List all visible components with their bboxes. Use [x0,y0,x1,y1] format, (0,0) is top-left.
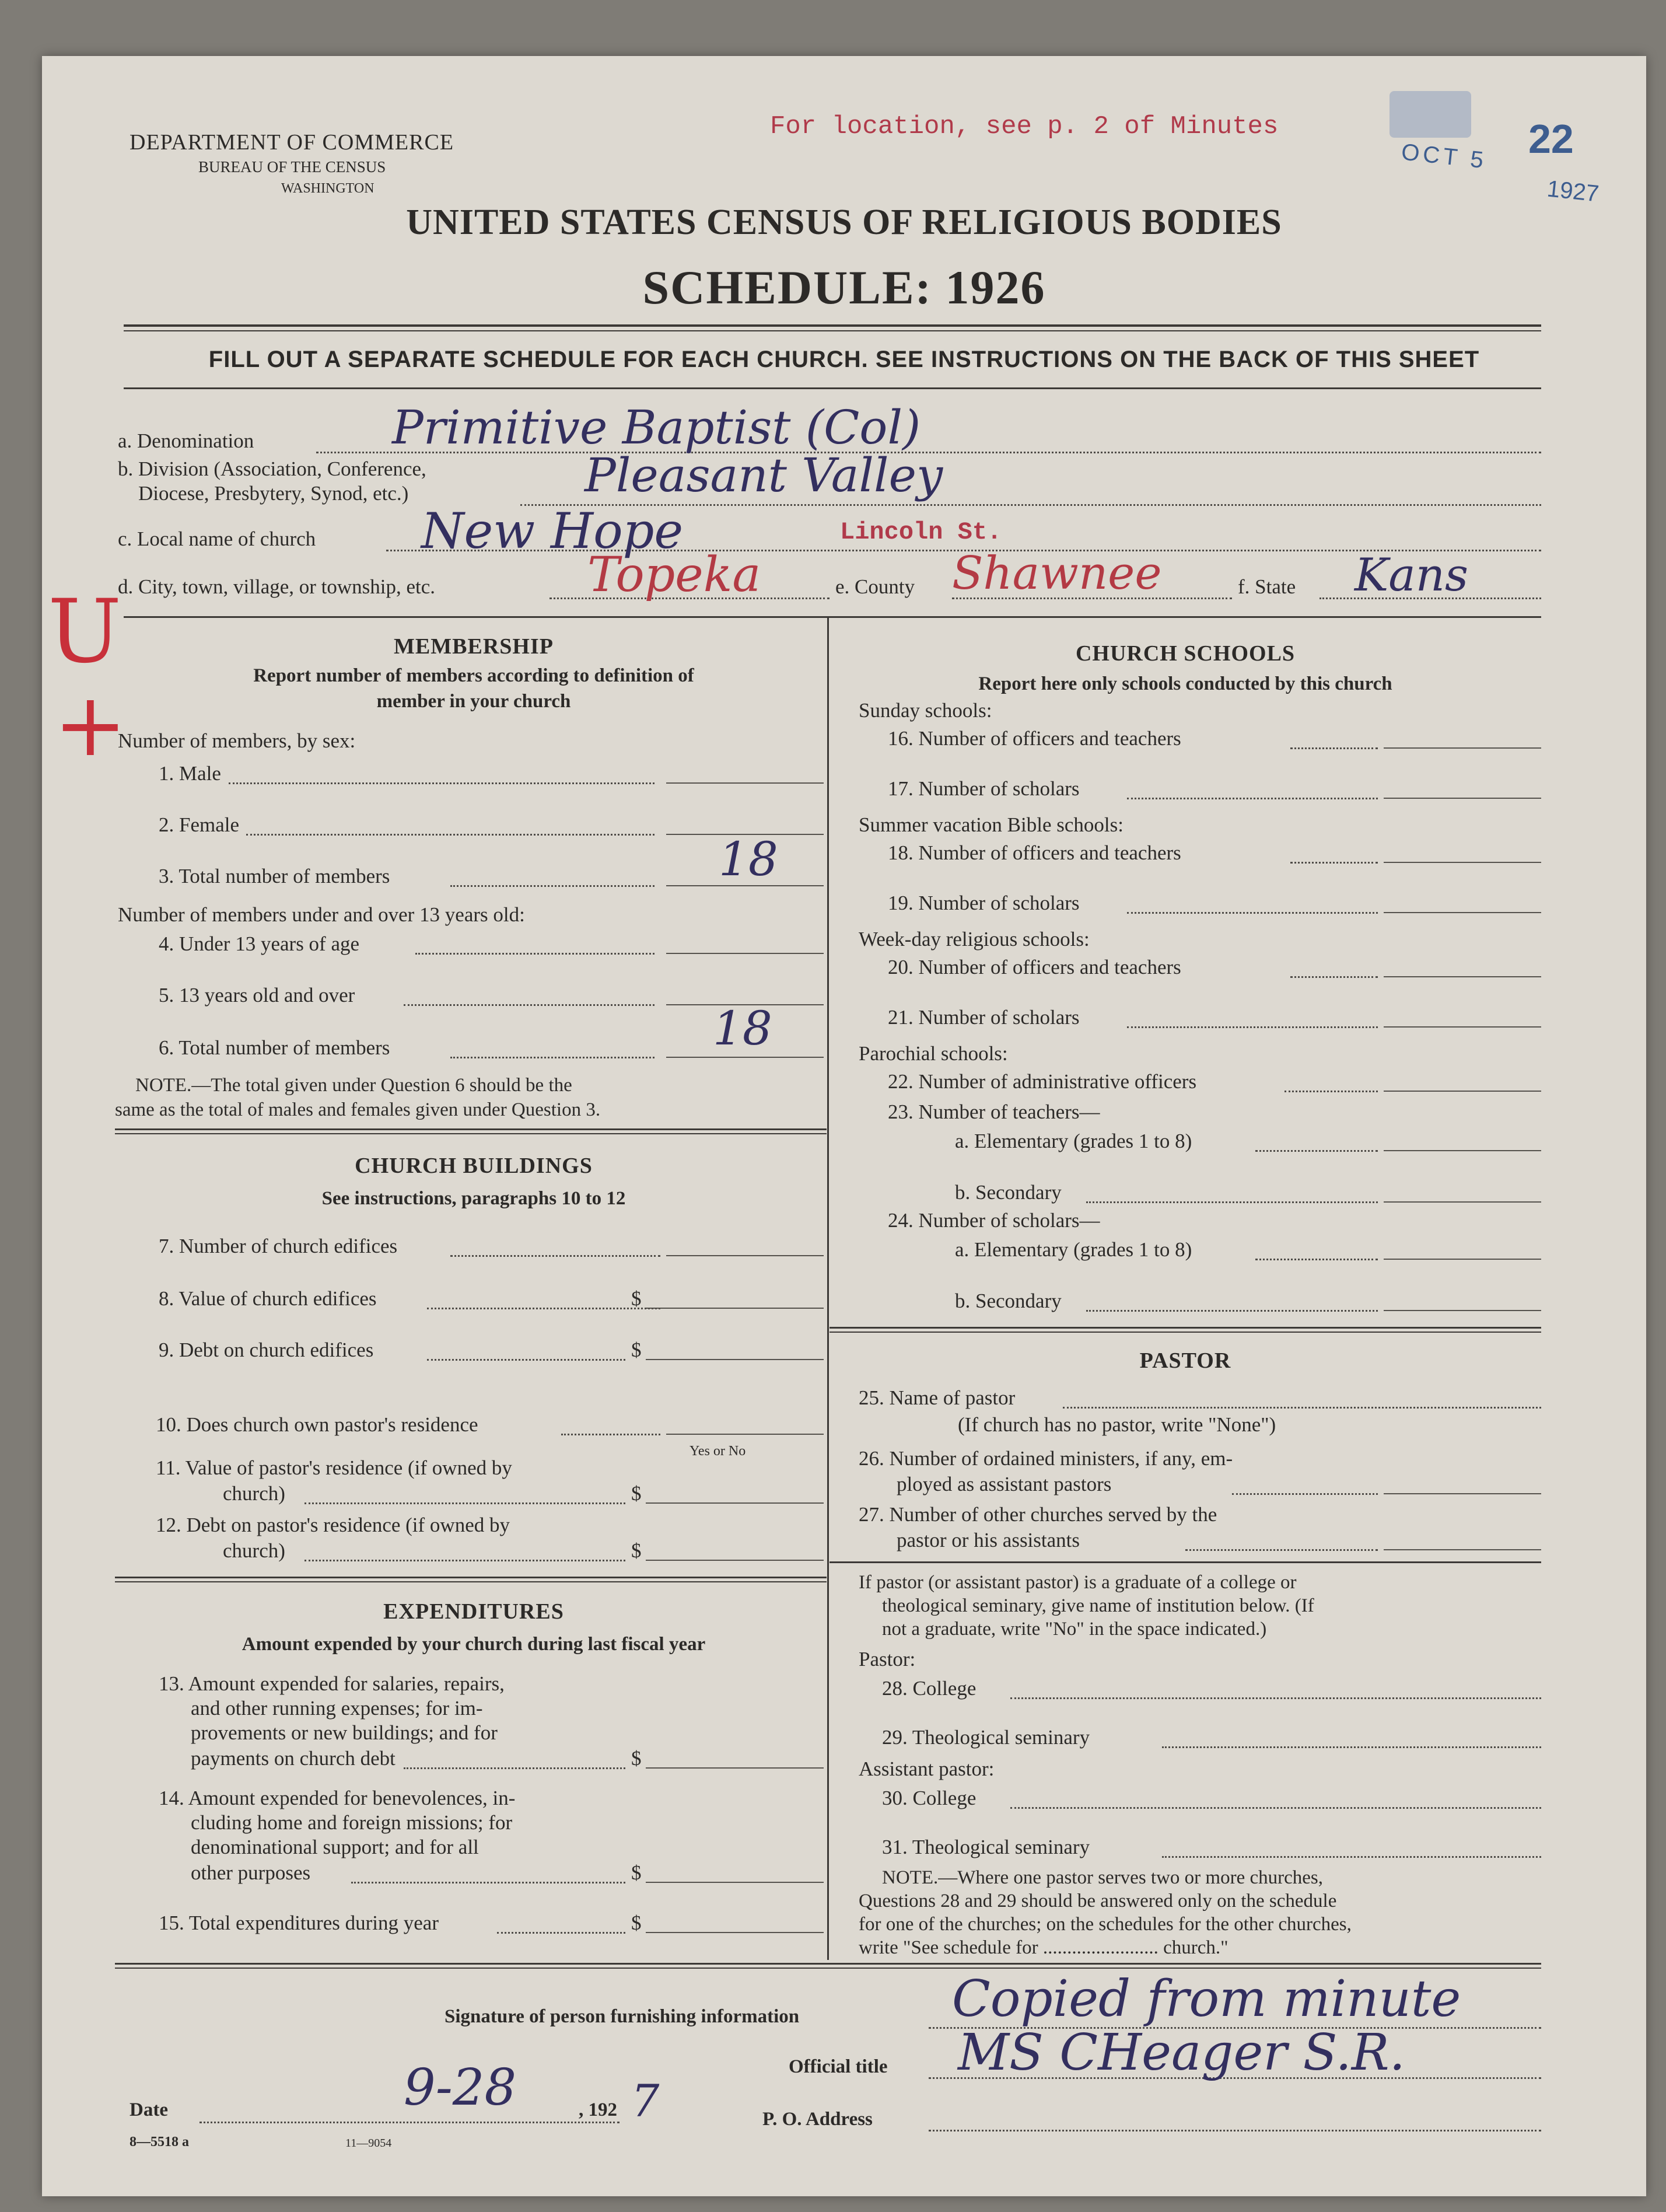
q7-answer-field[interactable] [666,1255,824,1256]
graduate-instruction-3: not a graduate, write "No" in the space indicated.) [882,1619,1267,1640]
q12-label-1: 12. Debt on pastor's residence (if owned by [156,1514,510,1536]
q26-label-1: 26. Number of ordained ministers, if any, em- [859,1447,1233,1470]
q25-answer-field[interactable] [1063,1407,1541,1409]
q13-dollar-sign: $ [631,1747,642,1770]
q15-dollar-sign: $ [631,1912,642,1934]
margin-plus-mark: + [54,675,127,776]
date-value: 9-28 [404,2059,517,2117]
q20-answer-field[interactable] [1384,976,1541,977]
city-value: Topeka [587,547,761,603]
graduate-instruction-1: If pastor (or assistant pastor) is a graduate of a college or [859,1572,1297,1593]
q14-answer-field[interactable] [646,1882,824,1883]
q11-dollar-sign: $ [631,1482,642,1505]
q20-label: 20. Number of officers and teachers [888,956,1181,979]
q18-answer-field[interactable] [1384,862,1541,863]
q17-label: 17. Number of scholars [888,777,1080,800]
q27-answer-field[interactable] [1384,1549,1541,1550]
q22-label: 22. Number of administrative officers [888,1070,1197,1093]
city-label: d. City, town, village, or township, etc. [118,575,436,598]
division-value: Pleasant Valley [584,448,943,502]
expenditures-instruction: Amount expended by your church during last fiscal year [242,1634,706,1655]
denomination-value: Primitive Baptist (Col) [392,400,921,455]
q17-answer-field[interactable] [1384,798,1541,799]
q13-label-3: provements or new buildings; and for [191,1721,498,1744]
po-address-field[interactable] [929,2130,1541,2131]
form-number: 8—5518 a [130,2134,189,2150]
received-stamp-year: 1927 [1545,176,1601,207]
pastor-subheading: Pastor: [859,1648,916,1671]
q7-edifices-label: 7. Number of church edifices [159,1235,398,1257]
q23b-answer-field[interactable] [1384,1201,1541,1203]
q2-female-label: 2. Female [159,813,240,836]
q29-answer-field[interactable] [1162,1746,1541,1748]
q26-label-2: ployed as assistant pastors [897,1473,1112,1495]
po-address-label: P. O. Address [762,2109,873,2130]
q9-answer-field[interactable] [646,1359,824,1360]
column-divider [827,618,829,1960]
q23a-label: a. Elementary (grades 1 to 8) [955,1130,1192,1152]
serial-number: 22 [1528,116,1574,162]
membership-instruction-1: Report number of members according to definition of [253,665,694,686]
by-age-heading: Number of members under and over 13 years old: [118,903,525,926]
weekday-schools-heading: Week-day religious schools: [859,928,1090,951]
by-sex-heading: Number of members, by sex: [118,729,356,752]
schedule-year-title: SCHEDULE: 1926 [642,261,1046,314]
instructions-banner: FILL OUT A SEPARATE SCHEDULE FOR EACH CHURCH. SEE INSTRUCTIONS ON THE BACK OF THIS SHEET [208,347,1480,372]
q16-answer-field[interactable] [1384,747,1541,749]
q23-label: 23. Number of teachers— [888,1100,1100,1123]
pastor-note-3: for one of the churches; on the schedules for the other churches, [859,1914,1352,1935]
department-heading: DEPARTMENT OF COMMERCE [130,130,454,155]
q14-dollar-sign: $ [631,1861,642,1884]
stamp-ink-blot [1390,91,1471,138]
q3-total-label: 3. Total number of members [159,865,390,887]
q11-label-1: 11. Value of pastor's residence (if owned by [156,1456,512,1479]
division-label-2: Diocese, Presbytery, Synod, etc.) [138,482,409,505]
q14-label-4: other purposes [191,1861,311,1884]
q12-answer-field[interactable] [646,1560,824,1561]
q27-label-1: 27. Number of other churches served by the [859,1503,1217,1526]
q13-label-4: payments on church debt [191,1747,396,1770]
q31-label: 31. Theological seminary [882,1836,1090,1858]
q13-label-2: and other running expenses; for im- [191,1697,483,1720]
q29-label: 29. Theological seminary [882,1726,1090,1749]
q6-total-value: 18 [713,1001,772,1056]
schools-heading: CHURCH SCHOOLS [1075,641,1296,666]
date-label: Date [130,2099,168,2120]
street-address-value: Lincoln St. [840,518,1002,546]
q16-label: 16. Number of officers and teachers [888,727,1181,750]
city-heading: WASHINGTON [281,181,374,196]
q5-over13-label: 5. 13 years old and over [159,984,355,1007]
form-title: UNITED STATES CENSUS OF RELIGIOUS BODIES [406,202,1282,242]
q8-dollar-sign: $ [631,1287,642,1310]
q28-label: 28. College [882,1677,977,1700]
q23b-label: b. Secondary [955,1181,1062,1204]
q24a-answer-field[interactable] [1384,1259,1541,1260]
q24-label: 24. Number of scholars— [888,1209,1100,1232]
q12-label-2: church) [223,1539,285,1562]
q31-answer-field[interactable] [1162,1856,1541,1858]
q27-label-2: pastor or his assistants [897,1529,1080,1551]
summer-schools-heading: Summer vacation Bible schools: [859,813,1124,836]
state-label: f. State [1238,575,1296,598]
q12-dollar-sign: $ [631,1539,642,1562]
q13-answer-field[interactable] [646,1767,824,1769]
q1-male-label: 1. Male [159,762,221,785]
q19-answer-field[interactable] [1384,912,1541,913]
q25-note: (If church has no pastor, write "None") [958,1413,1276,1436]
official-title-label: Official title [789,2056,888,2077]
expenditures-heading: EXPENDITURES [383,1599,564,1624]
membership-note-2: same as the total of males and females given under Question 3. [115,1099,601,1120]
q24b-label: b. Secondary [955,1290,1062,1312]
schools-instruction: Report here only schools conducted by this church [978,673,1392,694]
print-number: 11—9054 [345,2137,392,2150]
assistant-pastor-subheading: Assistant pastor: [859,1757,995,1780]
q24a-label: a. Elementary (grades 1 to 8) [955,1238,1192,1261]
q4-answer-field[interactable] [666,953,824,954]
parochial-schools-heading: Parochial schools: [859,1042,1008,1065]
buildings-heading: CHURCH BUILDINGS [355,1154,593,1178]
q14-label-1: 14. Amount expended for benevolences, in- [159,1787,516,1809]
year-digit-value: 7 [631,2075,660,2127]
division-label-1: b. Division (Association, Conference, [118,457,426,480]
q24b-answer-field[interactable] [1384,1310,1541,1311]
q11-label-2: church) [223,1482,285,1505]
q6-total-label: 6. Total number of members [159,1036,390,1059]
signature-value: Copied from minute [952,1970,1461,2028]
q13-label-1: 13. Amount expended for salaries, repairs, [159,1672,505,1695]
q30-label: 30. College [882,1787,977,1809]
q21-label: 21. Number of scholars [888,1006,1080,1029]
membership-heading: MEMBERSHIP [394,634,554,659]
pastor-heading: PASTOR [1139,1348,1231,1373]
q15-total-label: 15. Total expenditures during year [159,1912,439,1934]
q14-label-3: denominational support; and for all [191,1836,479,1858]
q8-value-label: 8. Value of church edifices [159,1287,377,1310]
county-value: Shawnee [952,547,1162,600]
q26-answer-field[interactable] [1384,1493,1541,1494]
q25-label: 25. Name of pastor [859,1386,1016,1409]
q3-total-value: 18 [719,832,778,886]
graduate-instruction-2: theological seminary, give name of institution below. (If [882,1595,1314,1616]
q9-dollar-sign: $ [631,1339,642,1361]
local-name-value: New Hope [421,502,684,560]
location-note: For location, see p. 2 of Minutes [770,112,1279,141]
q9-debt-label: 9. Debt on church edifices [159,1339,374,1361]
year-prefix: , 192 [579,2099,617,2120]
q18-label: 18. Number of officers and teachers [888,841,1181,864]
q4-under13-label: 4. Under 13 years of age [159,932,360,955]
q30-answer-field[interactable] [1010,1807,1541,1809]
q8-answer-field[interactable] [646,1308,824,1309]
q10-answer-field[interactable] [666,1434,824,1435]
yes-or-no-hint: Yes or No [690,1444,746,1459]
membership-note-1: NOTE.—The total given under Question 6 should be the [135,1075,572,1096]
q15-answer-field[interactable] [646,1932,824,1933]
margin-check-mark: U [48,581,122,683]
membership-instruction-2: member in your church [376,691,571,712]
q28-answer-field[interactable] [1010,1697,1541,1699]
pastor-note-2: Questions 28 and 29 should be answered only on the schedule [859,1890,1337,1912]
census-schedule-sheet [42,56,1646,2196]
q21-answer-field[interactable] [1384,1026,1541,1028]
received-stamp-date: OCT 5 [1400,139,1489,174]
bureau-heading: BUREAU OF THE CENSUS [198,158,386,176]
q19-label: 19. Number of scholars [888,892,1080,914]
q23a-answer-field[interactable] [1384,1150,1541,1151]
official-title-value: MS CHeager S.R. [958,2024,1405,2082]
county-label: e. County [835,575,915,598]
q11-answer-field[interactable] [646,1502,824,1504]
sunday-schools-heading: Sunday schools: [859,699,992,722]
state-value: Kans [1354,549,1469,602]
date-field[interactable] [200,2122,620,2123]
denomination-label: a. Denomination [118,429,254,452]
q22-answer-field[interactable] [1384,1091,1541,1092]
buildings-instruction: See instructions, paragraphs 10 to 12 [321,1188,626,1209]
pastor-note-4: write "See schedule for ........................ church." [859,1937,1228,1958]
local-name-label: c. Local name of church [118,527,316,550]
q14-label-2: cluding home and foreign missions; for [191,1811,513,1834]
signature-label: Signature of person furnishing information [444,2006,800,2027]
q6-answer-field[interactable] [666,1057,824,1058]
q10-residence-label: 10. Does church own pastor's residence [156,1413,478,1436]
q1-answer-field[interactable] [666,782,824,784]
pastor-note-1: NOTE.—Where one pastor serves two or more churches, [882,1867,1323,1888]
